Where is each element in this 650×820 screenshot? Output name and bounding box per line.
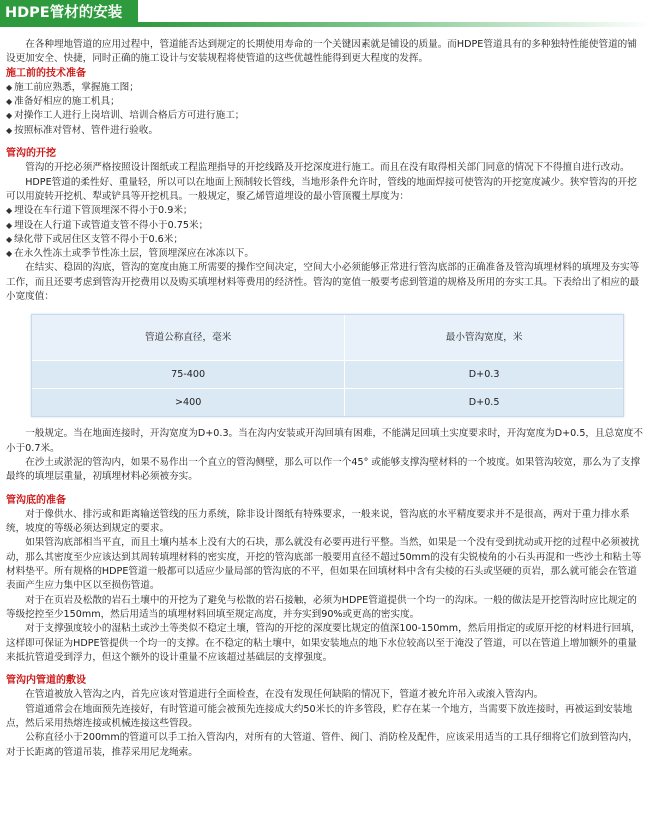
- bottom-paragraph-4: 对于支撑强度较小的湿粘土或沙土等类似不稳定土壤，管沟的开挖的深度要比规定的值深100-150mm，然后用指定的或原开挖的材料进行回填，这样即可保证为HDPE管提供一个均一的支撑。在不稳定的粘土壤中，如果安装地点的地下水位较高以至于淹没了管道，可以在管道上增加额外的重量来抵抗管道受到浮力，但这个额外的设计重量不应该超过基础层的支撑强度。: [6, 623, 641, 663]
- list-item: ◆ 在永久性冻土或季节性冻土层，管顶埋深应在冰冻以下。: [6, 248, 254, 260]
- list-item: ◆ 埋设在人行道下或管道支管不得小于0.75米；: [6, 219, 209, 231]
- laying-paragraph-2: 管道通常会在地面预先连接好，有时管道可能会被预先连接成大约50米长的许多管段，贮存在某一个地方，当需要下放连接时，再被运到安装地点，然后采用热熔连接或机械连接这些管段。: [6, 703, 633, 729]
- section-title-laying: 管沟内管道的敷设: [6, 675, 86, 687]
- table-cell: D+0.5: [345, 389, 623, 417]
- column-header-diameter: 管道公称直径，毫米: [32, 315, 345, 361]
- list-item: ◆ 绿化带下或居住区支管不得小于0.6米；: [6, 233, 183, 245]
- bottom-paragraph-2: 如果管沟底部相当平直，而且土壤内基本上没有大的石块，那么就没有必要再进行平整。当然，如果是一个没有受到扰动或开挖的过程中必须被扰动，那么其密度至少应该达到其周转填埋材料的密实度，开挖的管沟底部一般要用直径不超过50mm的没有尖锐棱角的小石头再混和一些沙土和粘土等材料垫平。所有规格的HDPE管道一般都可以适应少量局部的管沟底的不平，但如果在回填材料中含有尖棱的石头或坚硬的页岩，那么就可能会在管道表面产生应力集中区以至损伤管道。: [6, 537, 642, 592]
- section-title-trench: 管沟的开挖: [6, 148, 56, 160]
- cover-depth-bullet-list: [6, 204, 644, 261]
- laying-paragraph-1: 在管道被放入管沟之内，首先应该对管道进行全面检查，在没有发现任何缺陷的情况下，管道才被允许吊入或滚入管沟内。: [25, 689, 544, 701]
- table-header-row: [32, 315, 623, 361]
- trench-paragraph-4: 一般规定。当在地面连接时，开沟宽度为D+0.3。当在沟内安装或开沟回填有困难，不能满足回填土实度要求时，开沟宽度为D+0.5，且总宽度不小于0.7米。: [6, 428, 643, 454]
- diamond-bullet-icon: ◆: [6, 220, 13, 230]
- diamond-bullet-icon: ◆: [6, 234, 13, 244]
- diamond-bullet-icon: ◆: [6, 97, 13, 107]
- laying-paragraph-3: 公称直径小于200mm的管道可以手工抬入管沟内，对所有的大管道、管件、阀门、消防栓及配件，应该采用适当的工具仔细将它们放到管沟内，对于长距离的管道吊装，推荐采用尼龙绳索。: [6, 732, 638, 758]
- bottom-paragraph-3: 对于在页岩及松散的岩石土壤中的开挖为了避免与松散的岩石接触，必须为HDPE管道提供一个均一的沟床。一般的做法是开挖管沟时应比规定的等级挖控至少150mm，然后用适当的填埋材料回填至规定高度，并夯实到90%或更高的密实度。: [6, 594, 637, 620]
- table-cell: 75-400: [32, 361, 345, 389]
- diamond-bullet-icon: ◆: [6, 249, 13, 259]
- list-item: ◆ 埋设在车行道下管顶埋深不得小于0.9米；: [6, 205, 193, 217]
- section-title-prep: 施工前的技术准备: [6, 67, 86, 79]
- title-underline: [138, 22, 650, 27]
- section-title-bottom: 管沟底的准备: [6, 494, 66, 506]
- table-cell: >400: [32, 389, 345, 417]
- diamond-bullet-icon: ◆: [6, 125, 13, 135]
- table-row: [32, 389, 623, 417]
- trench-paragraph-2: HDPE管道的柔性好、重量轻，所以可以在地面上预制较长管线，当地形条件允许时，管线的地面焊接可使管沟的开挖宽度减少。狭窄管沟的开挖可以用旋转开挖机、犁或铲具等开挖机具。一般规定，聚乙烯管道埋设的最小管顶覆土厚度为：: [6, 176, 637, 202]
- list-item: ◆ 对操作工人进行上岗培训、培训合格后方可进行施工；: [6, 110, 245, 122]
- trench-width-table: [31, 314, 624, 417]
- list-item: ◆ 准备好相应的施工机具；: [6, 96, 120, 108]
- column-header-width: 最小管沟宽度，米: [345, 315, 623, 361]
- trench-paragraph-1: 管沟的开挖必须严格按照设计图纸或工程监理指导的开挖线路及开挖深度进行施工。而且在没有取得相关部门同意的情况下不得擅自进行改动。: [25, 162, 630, 174]
- diamond-bullet-icon: ◆: [6, 206, 13, 216]
- title-bar: [0, 0, 650, 27]
- bottom-paragraph-1: 对于像供水、排污或和距离输送管线的压力系统，除非设计图纸有特殊要求，一般来说，管沟底的水平精度要求并不是很高，两对于重力排水系统，坡度的等级必须达到规定的要求。: [6, 508, 630, 535]
- trench-paragraph-5: 在沙土或淤泥的管沟内，如果不易作出一个直立的管沟侧壁，那么可以作一个45° 或能够支撑沟壁材料的一个坡度。如果管沟较宽，那么为了支撑最终的填埋层重量，初填埋材料必须被夯实。: [6, 456, 641, 483]
- intro-paragraph: 在各种埋地管道的应用过程中，管道能否达到规定的长期使用寿命的一个关键因素就是铺设的质量。而HDPE管道具有的多种独特性能使管道的铺设更加安全、快捷，同时正确的施工设计与安装规程将使管道的这些优越性能得到更大程度的发挥。: [6, 39, 637, 65]
- diamond-bullet-icon: ◆: [6, 82, 13, 92]
- trench-paragraph-3: 在结实、稳固的沟底，管沟的宽度由施工所需要的操作空间决定，空间大小必须能够正常进行管沟底部的正确准备及管沟填埋材料的填埋及夯实等工作，而且还要考虑到管沟开挖费用以及购买填埋材料等费用的经济性。管沟的宽值一般要考虑到管道的规格及所用的夯实工具。下表给出了相应的最小宽度值：: [6, 262, 640, 303]
- list-item: ◆ 施工前应熟悉，掌握施工图；: [6, 81, 139, 93]
- diamond-bullet-icon: ◆: [6, 111, 13, 121]
- article-body: [0, 27, 650, 760]
- list-item: ◆ 按照标准对管材、管件进行验收。: [6, 124, 159, 136]
- page-title: HDPE管材的安装: [0, 0, 138, 27]
- table-cell: D+0.3: [345, 361, 623, 389]
- prep-bullet-list: [6, 81, 644, 138]
- table-row: [32, 361, 623, 389]
